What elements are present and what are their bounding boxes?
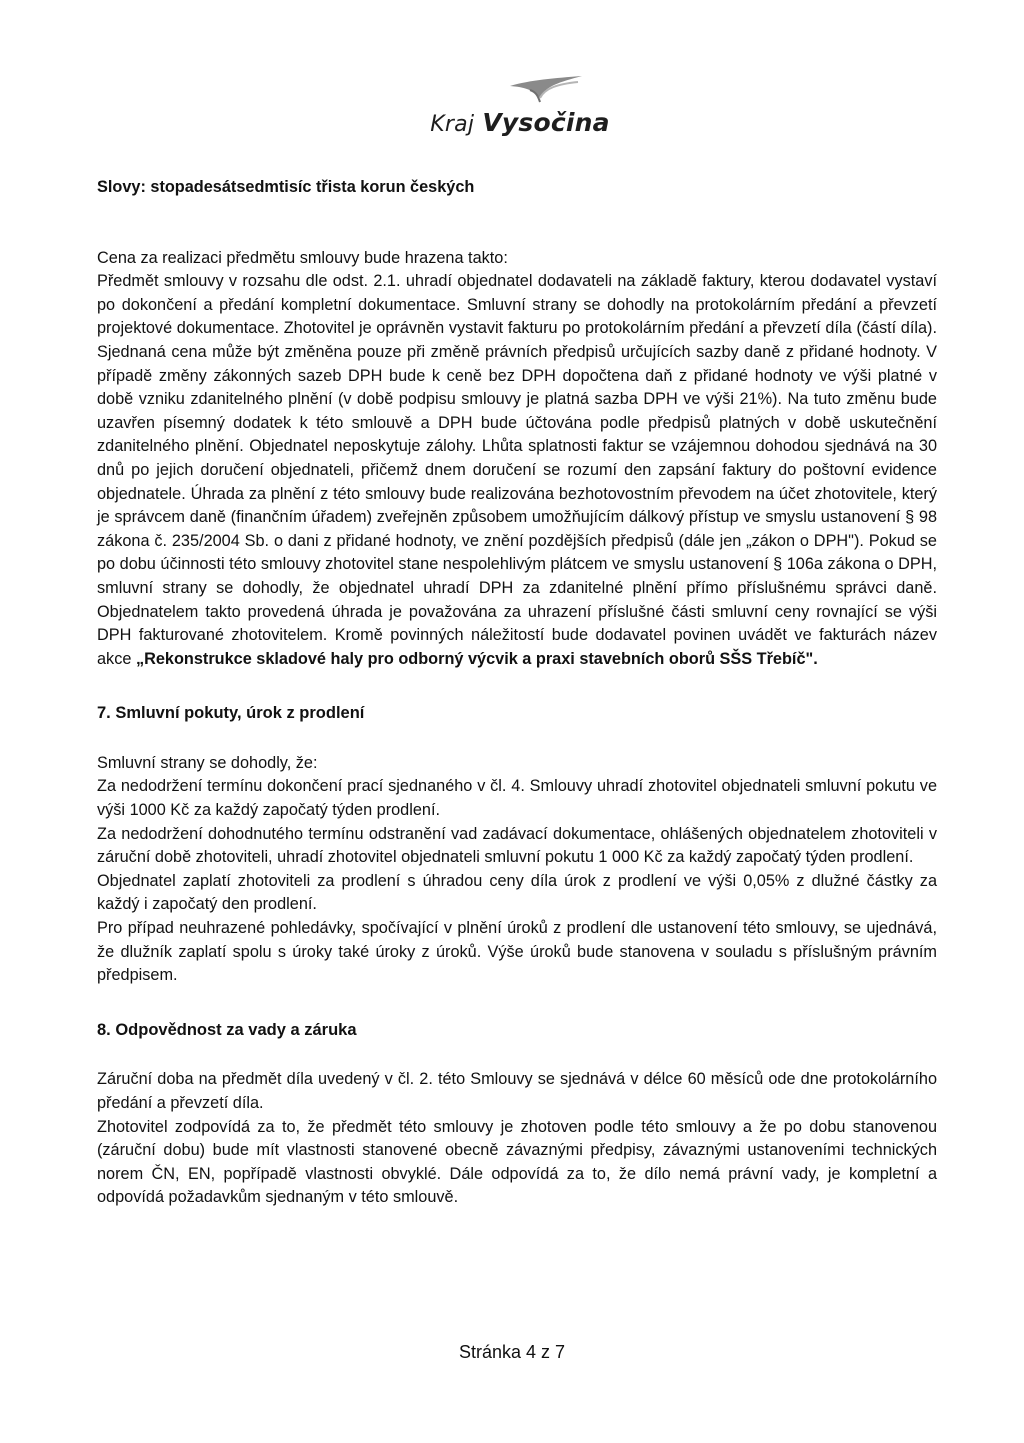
section-7-heading: 7. Smluvní pokuty, úrok z prodlení (97, 704, 365, 723)
logo-bird-icon (500, 72, 590, 108)
section-8-item: Záruční doba na předmět díla uvedený v čl. 2. této Smlouvy se sjednává v délce 60 měsíců ode dne protokolárního předání a převzetí díla. (97, 1070, 937, 1112)
section-8-item: Zhotovitel zodpovídá za to, že předmět této smlouvy je zhotoven podle této smlouvy a že po dobu stanovenou (záruční dobu) bude mít vlastnosti stanovené obecně závaznými předpisy, závaznými ustanoveními technických norem ČN, EN, popřípadě vlastnosti obvyklé. Dále odpovídá za to, že dílo nemá právní vady, je kompletní a odpovídá požadavkům sjednaným v této smlouvě. (97, 1117, 937, 1207)
payment-body-text: Předmět smlouvy v rozsahu dle odst. 2.1. uhradí objednatel dodavateli na základě faktury, kterou dodavatel vystaví po dokončení a předání kompletní dokumentace. Smluvní strany se dohodly na protokolárním předání a převzetí projektové dokumentace. Zhotovitel je oprávněn vystavit fakturu po protokolárním předání a převzetí díla (částí díla). Sjednaná cena může být změněna pouze při změně právních předpisů určujících sazby daně z přidané hodnoty. V případě změny zákonných sazeb DPH bude k ceně bez DPH dopočtena daň z přidané hodnoty ve výši platné v době vzniku zdanitelného plnění (v době podpisu smlouvy je platná sazba DPH ve výši 21%). Na tuto změnu bude uzavřen písemný dodatek k této smlouvě a DPH bude účtována podle předpisů platných v době uskutečnění zdanitelného plnění. Objednatel neposkytuje zálohy. Lhůta splatnosti faktur se vzájemnou dohodou sjednává na 30 dnů po jejich doručení objednateli, přičemž dnem doručení se rozumí den zapsání faktury do poštovní evidence objednatele. Úhrada za plnění z této smlouvy bude realizována bezhotovostním převodem na účet zhotovitele, který je správcem daně (finančním úřadem) zveřejněn způsobem umožňujícím dálkový přístup ve smyslu ustanovení § 98 zákona č. 235/2004 Sb. o dani z přidané hodnoty, ve znění pozdějších předpisů (dále jen „zákon o DPH"). Pokud se po dobu účinnosti této smlouvy zhotovitel stane nespolehlivým plátcem ve smyslu ustanovení § 106a zákona o DPH, smluvní strany se dohodly, že objednatel uhradí DPH za zdanitelné plnění přímo příslušnému správci daně. Objednatelem takto provedená úhrada je považována za uhrazení příslušné části smluvní ceny rovnající se výši DPH fakturované zhotovitelem. Kromě povinných náležitostí bude dodavatel povinen uvádět ve fakturách název akce (97, 272, 937, 668)
section-7-lead: Smluvní strany se dohodly, že: (97, 753, 318, 772)
section-8-heading: 8. Odpovědnost za vady a záruka (97, 1020, 357, 1039)
section-7-item: Pro případ neuhrazené pohledávky, spočívající v plnění úroků z prodlení dle ustanovení této smlouvy, se ujednává, že dlužník zaplatí spolu s úroky také úroky z úroků. Výše úroků bude stanovena v souladu s příslušným právním předpisem. (97, 919, 937, 985)
logo-word-kraj: Kraj (430, 112, 475, 137)
payment-lead: Cena za realizaci předmětu smlouvy bude hrazena takto: (97, 248, 508, 267)
project-name: „Rekonstrukce skladové haly pro odborný výcvik a praxi stavebních oborů SŠS Třebíč". (135, 649, 818, 668)
payment-body (97, 270, 937, 671)
section-7-item: Objednatel zaplatí zhotoviteli za prodlení s úhradou ceny díla úrok z prodlení ve výši 0,05% z dlužné částky za každý i započatý den prodlení. (97, 871, 937, 914)
section-7-item: Za nedodržení termínu dokončení prací sjednaného v čl. 4. Smlouvy uhradí zhotovitel objednateli smluvní pokutu ve výši 1000 Kč za každý započatý týden prodlení. (97, 777, 937, 820)
page-number: Stránka 4 z 7 (458, 1342, 566, 1362)
amount-in-words: Slovy: stopadesátsedmtisíc třista korun českých (97, 178, 475, 196)
logo-text (420, 108, 620, 137)
document-body (97, 176, 937, 1210)
logo-word-vysocina: Vysočina (482, 108, 610, 137)
kraj-vysocina-logo (420, 72, 620, 142)
section-7-item: Za nedodržení dohodnutého termínu odstranění vad zadávací dokumentace, ohlášených objednatelem zhotoviteli v záruční době zhotoviteli, uhradí zhotovitel objednateli smluvní pokutu 1 000 Kč za každý započatý týden prodlení. (97, 824, 937, 867)
